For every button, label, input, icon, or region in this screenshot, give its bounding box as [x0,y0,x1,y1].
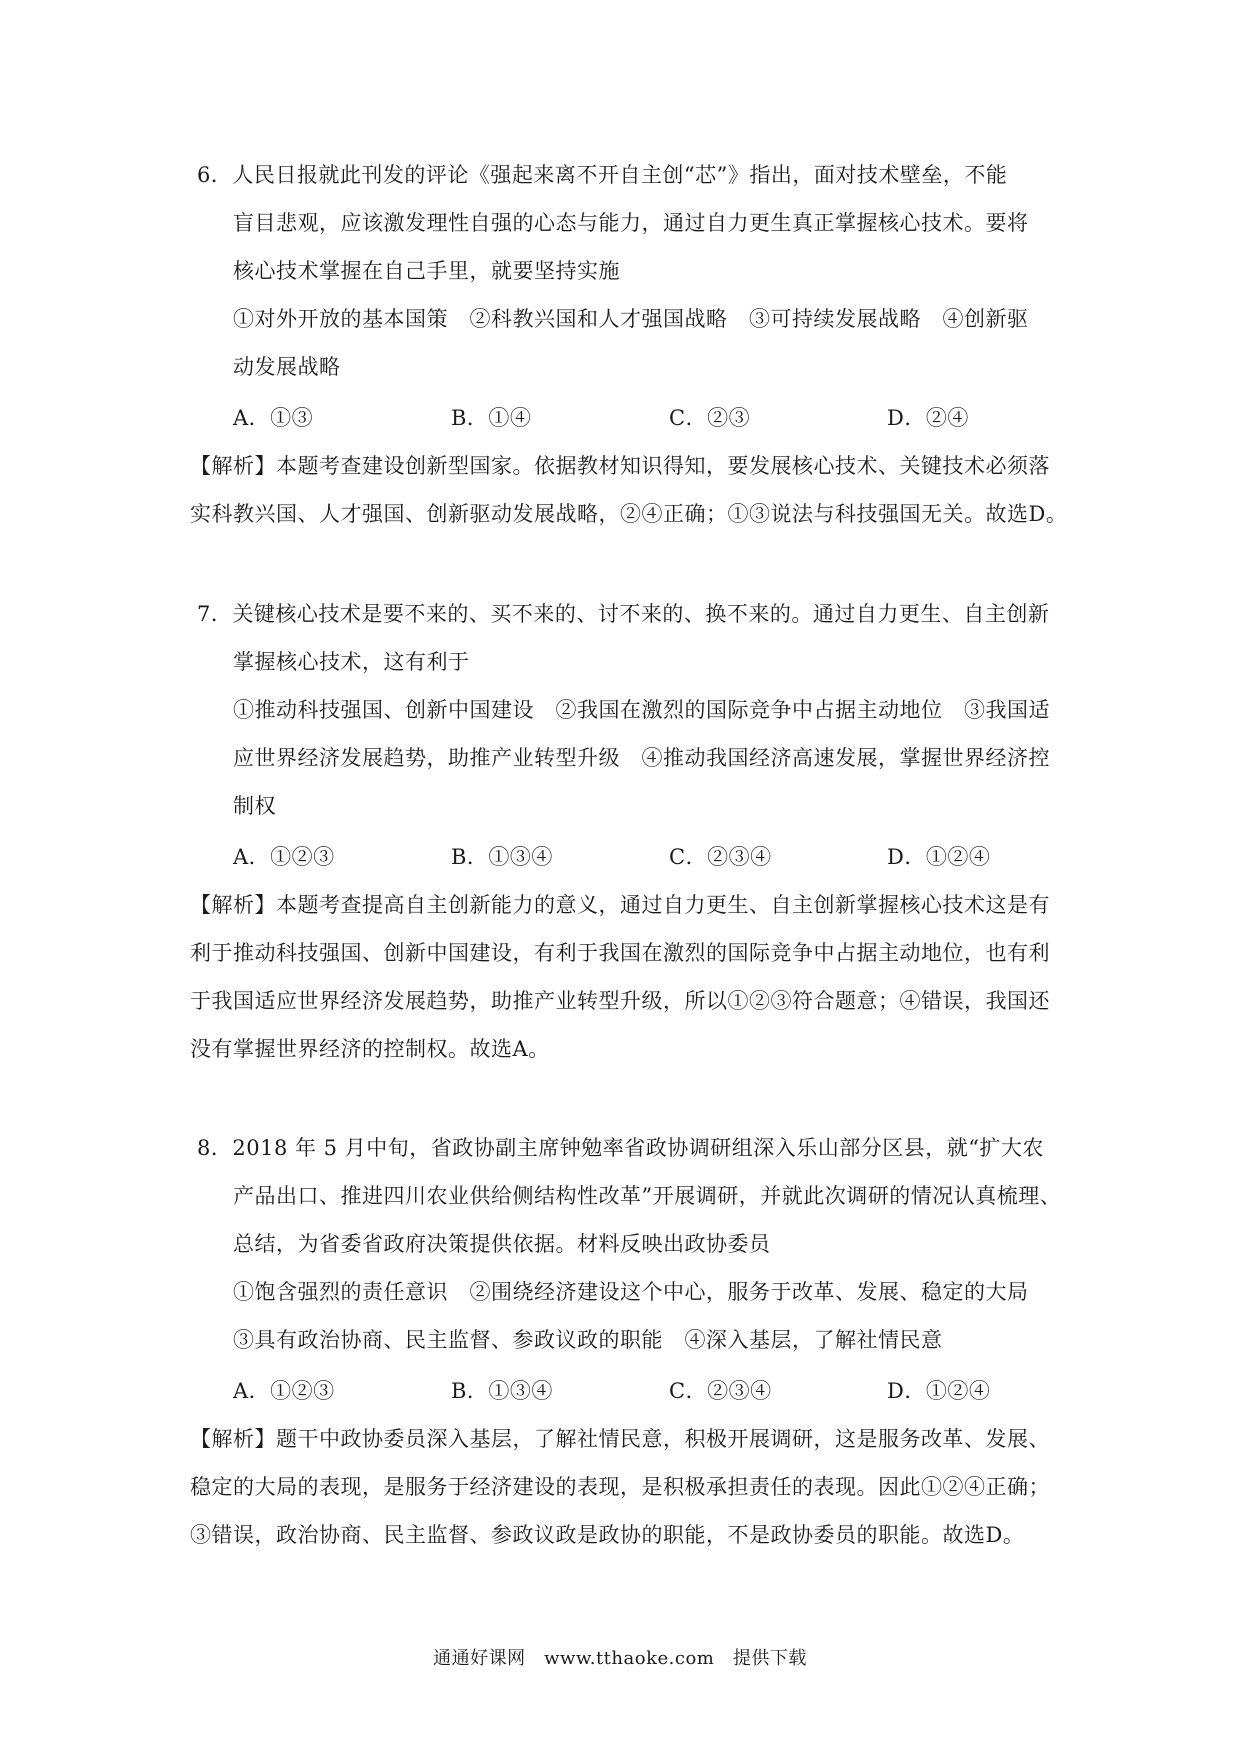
option-d: D．②④ [887,406,969,430]
option-b: B．①③④ [451,1379,553,1403]
option-a: A．①③ [233,406,314,430]
option-b: B．①④ [451,406,532,430]
option-d: D．①②④ [887,845,991,869]
analysis-line: 没有掌握世界经济的控制权。故选A。 [190,1037,550,1061]
question-statements-line: 动发展战略 [233,355,341,379]
analysis-line: 【解析】题干中政协委员深入基层，了解社情民意，积极开展调研，这是服务改革、发展、 [190,1427,1050,1451]
analysis-line: 实科教兴国、人才强国、创新驱动发展战略，②④正确；①③说法与科技强国无关。故选D。 [190,502,1068,526]
question-stem-line: 盲目悲观，应该激发理性自强的心态与能力，通过自力更生真正掌握核心技术。要将 [233,211,1029,235]
option-c: C．②③④ [669,845,772,869]
analysis-line: 【解析】本题考查建设创新型国家。依据教材知识得知，要发展核心技术、关键技术必须落 [190,454,1050,478]
option-a: A．①②③ [233,1379,335,1403]
question-statements-line: ③具有政治协商、民主监督、参政议政的职能 ④深入基层，了解社情民意 [233,1328,943,1352]
analysis-line: 稳定的大局的表现，是服务于经济建设的表现，是积极承担责任的表现。因此①②④正确； [190,1475,1050,1499]
option-c: C．②③ [669,406,751,430]
question-statements-line: ①对外开放的基本国策 ②科教兴国和人才强国战略 ③可持续发展战略 ④创新驱 [233,307,1029,331]
question-stem-line: 8．2018 年 5 月中旬，省政协副主席钟勉率省政协调研组深入乐山部分区县，就“扩大农 [197,1136,1044,1160]
analysis-line: 【解析】本题考查提高自主创新能力的意义，通过自力更生、自主创新掌握核心技术这是有 [190,893,1050,917]
option-b: B．①③④ [451,845,553,869]
option-a: A．①②③ [233,845,335,869]
analysis-line: ③错误，政治协商、民主监督、参政议政是政协的职能，不是政协委员的职能。故选D。 [190,1523,1025,1547]
option-d: D．①②④ [887,1379,991,1403]
analysis-line: 于我国适应世界经济发展趋势，助推产业转型升级，所以①②③符合题意；④错误，我国还 [190,989,1050,1013]
question-stem-line: 总结，为省委省政府决策提供依据。材料反映出政协委员 [233,1232,771,1256]
question-statements-line: ①饱含强烈的责任意识 ②围绕经济建设这个中心，服务于改革、发展、稳定的大局 [233,1280,1029,1304]
question-stem-line: 6．人民日报就此刊发的评论《强起来离不开自主创“芯”》指出，面对技术壁垒，不能 [197,163,1008,187]
question-statements-line: 应世界经济发展趋势，助推产业转型升级 ④推动我国经济高速发展，掌握世界经济控 [233,746,1050,770]
analysis-line: 利于推动科技强国、创新中国建设，有利于我国在激烈的国际竞争中占据主动地位，也有利 [190,941,1050,965]
question-stem-line: 产品出口、推进四川农业供给侧结构性改革”开展调研，并就此次调研的情况认真梳理、 [233,1184,1062,1208]
question-statements-line: 制权 [233,794,276,818]
page-footer: 通通好课网 www.tthaoke.com 提供下载 [433,1648,807,1669]
question-stem-line: 掌握核心技术，这有利于 [233,650,470,674]
question-stem-line: 核心技术掌握在自己手里，就要坚持实施 [233,259,620,283]
question-stem-line: 7．关键核心技术是要不来的、买不来的、讨不来的、换不来的。通过自力更生、自主创新 [197,602,1050,626]
option-c: C．②③④ [669,1379,772,1403]
question-statements-line: ①推动科技强国、创新中国建设 ②我国在激烈的国际竞争中占据主动地位 ③我国适 [233,698,1050,722]
